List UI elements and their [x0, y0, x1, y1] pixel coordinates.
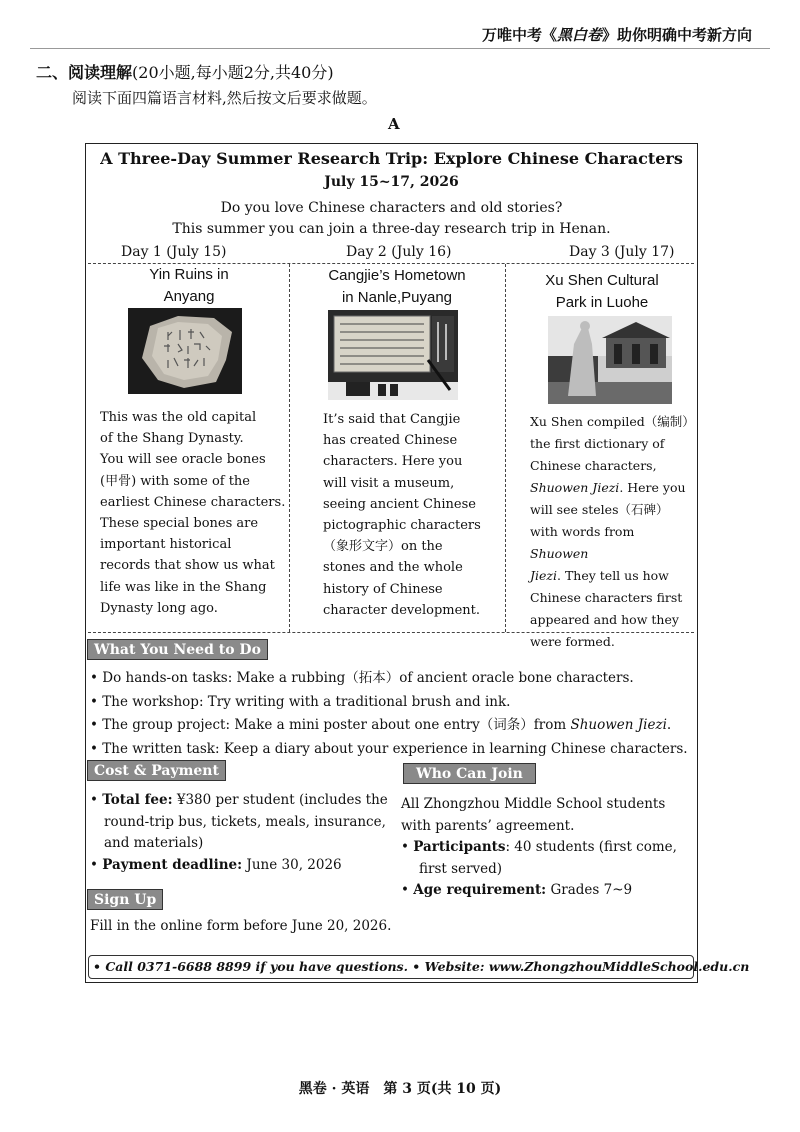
section-instruction: 阅读下面四篇语言材料,然后按文后要求做题。 [72, 89, 377, 107]
oracle-bone-image [128, 308, 242, 394]
day-3-line: Xu Shen compiled（编制） [530, 414, 695, 429]
schedule-divider-1 [289, 264, 290, 632]
age-value: Grades 7~9 [546, 882, 633, 898]
section-title-detail: (20小题,每小题2分,共40分) [132, 63, 334, 82]
day-1-line: records that show us what [100, 558, 275, 574]
day-3-line: were formed. [530, 634, 615, 649]
section-title-main: 二、阅读理解 [36, 63, 133, 82]
day-1-line: You will see oracle bones [100, 452, 266, 468]
day-2-label: Day 2 (July 16) [346, 244, 452, 260]
day-3-line: with words from Shuowen [530, 524, 635, 561]
day-2-line: stones and the whole [323, 560, 463, 576]
day-2-line: will visit a museum, [323, 475, 455, 491]
day-1-line: (甲骨) with some of the [100, 473, 251, 489]
day-3-description [530, 411, 696, 653]
day-1-line: earliest Chinese characters. [100, 494, 286, 510]
header-rule [30, 48, 770, 49]
day-3-line: will see steles（石碑） [530, 502, 669, 517]
poster-title: A Three-Day Summer Research Trip: Explore Chinese Characters [100, 149, 683, 168]
day-2-line: history of Chinese [323, 581, 443, 597]
day-1-line: life was like in the Shang [100, 579, 267, 595]
day-1-label: Day 1 (July 15) [121, 244, 227, 260]
day-1-place-line-1: Yin Ruins in [149, 266, 229, 283]
age-row: • Age requirement: Grades 7~9 [401, 882, 633, 898]
day-3-label: Day 3 (July 17) [569, 244, 675, 260]
day-2-line: （象形文字）on the [323, 539, 443, 555]
day-3-line: appeared and how they [530, 612, 679, 627]
participants-value: : 40 students (first come, [505, 839, 677, 855]
join-line-2: with parents’ agreement. [401, 817, 575, 834]
total-fee-label: Total fee: [102, 792, 173, 808]
poster-intro-1: Do you love Chinese characters and old stories? [220, 200, 563, 216]
page-header [482, 24, 752, 45]
header-prefix: 万唯中考《 [481, 26, 557, 44]
todo-item: • The group project: Make a mini poster about one entry（词条）from Shuowen Jiezi. [90, 714, 688, 738]
todo-heading: What You Need to Do [87, 639, 268, 660]
day-3-line: Chinese characters first [530, 590, 683, 605]
day-1-place-line-2: Anyang [163, 288, 215, 305]
day-1-line: of the Shang Dynasty. [100, 431, 244, 447]
oracle-bone-photo [128, 308, 242, 394]
day-2-line: has created Chinese [323, 433, 458, 449]
day-1-line: Dynasty long ago. [100, 600, 218, 616]
day-2-place-line-2: in Nanle,Puyang [341, 289, 453, 306]
day-2-line: characters. Here you [323, 454, 463, 470]
todo-item: • The workshop: Try writing with a traditional brush and ink. [90, 691, 688, 715]
day-1-place [94, 264, 284, 308]
day-3-place-line-2: Park in Luohe [555, 294, 649, 311]
xu-shen-park-photo [548, 316, 672, 404]
day-3-line: Chinese characters, [530, 458, 657, 473]
day-1-line: important historical [100, 537, 232, 553]
page-footer: 黑卷 · 英语 第 3 页(共 10 页) [298, 1081, 502, 1097]
day-2-line: It’s said that Cangjie [323, 412, 461, 427]
cangjie-museum-photo [328, 310, 458, 400]
day-3-place [508, 270, 696, 314]
payment-deadline-label: Payment deadline: [102, 856, 243, 873]
day-2-place-line-1: Cangjie’s Hometown [328, 267, 466, 284]
day-2-line: seeing ancient Chinese [323, 496, 476, 512]
participants-label: Participants [413, 839, 506, 855]
participants-line-2: first served) [419, 860, 502, 877]
todo-item: • The written task: Keep a diary about your experience in learning Chinese characters. [90, 738, 688, 762]
day-2-line: character development. [323, 602, 481, 618]
day-3-place-line-1: Xu Shen Cultural [545, 272, 659, 289]
join-line-1: All Zhongzhou Middle School students [401, 796, 666, 812]
contact-bar: • Call 0371-6688 8899 if you have questions. • Website: www.ZhongzhouMiddleSchool.edu.cn [88, 955, 694, 979]
payment-deadline-row: • Payment deadline: June 30, 2026 [90, 856, 342, 873]
signup-text: Fill in the online form before June 20, 2026. [90, 918, 392, 934]
section-title [36, 60, 334, 83]
total-fee-row: • Total fee: ¥380 per student (includes the [90, 792, 388, 808]
header-brand: 黑白卷 [556, 26, 602, 44]
day-3-line: the first dictionary of [530, 436, 665, 451]
signup-heading: Sign Up [87, 889, 163, 910]
join-details [401, 794, 693, 902]
header-suffix: 》助你明确中考新方向 [601, 26, 752, 44]
age-label: Age requirement: [413, 882, 547, 898]
poster-intro-2: This summer you can join a three-day research trip in Henan. [172, 221, 611, 237]
day-2-line: pictographic characters [323, 518, 481, 534]
participants-row: • Participants: 40 students (first come, [401, 839, 677, 855]
xu-shen-statue-image [548, 316, 672, 404]
poster-date: July 15~17, 2026 [324, 174, 459, 190]
passage-letter: A [388, 115, 400, 133]
cost-heading: Cost & Payment [87, 760, 226, 781]
total-fee-value: ¥380 per student (includes the [172, 792, 388, 808]
todo-item: • Do hands-on tasks: Make a rubbing（拓本）of ancient oracle bone characters. [90, 667, 688, 691]
day-3-line: Shuowen Jiezi. Here you [530, 480, 686, 495]
payment-deadline-value: June 30, 2026 [242, 856, 342, 873]
cost-details [90, 790, 390, 876]
todo-list [90, 667, 688, 761]
join-heading: Who Can Join [403, 763, 536, 784]
total-fee-line-2: round-trip bus, tickets, meals, insurance, [104, 813, 386, 830]
total-fee-line-3: and materials) [104, 835, 204, 851]
day-3-line: Jiezi. They tell us how [530, 568, 669, 583]
day-1-description [100, 407, 286, 619]
day-1-line: These special bones are [100, 516, 259, 532]
day-1-line: This was the old capital [100, 410, 257, 425]
museum-exhibit-image [328, 310, 458, 400]
day-2-description [323, 409, 503, 621]
schedule-divider-2 [505, 264, 506, 632]
day-2-place [292, 265, 502, 309]
